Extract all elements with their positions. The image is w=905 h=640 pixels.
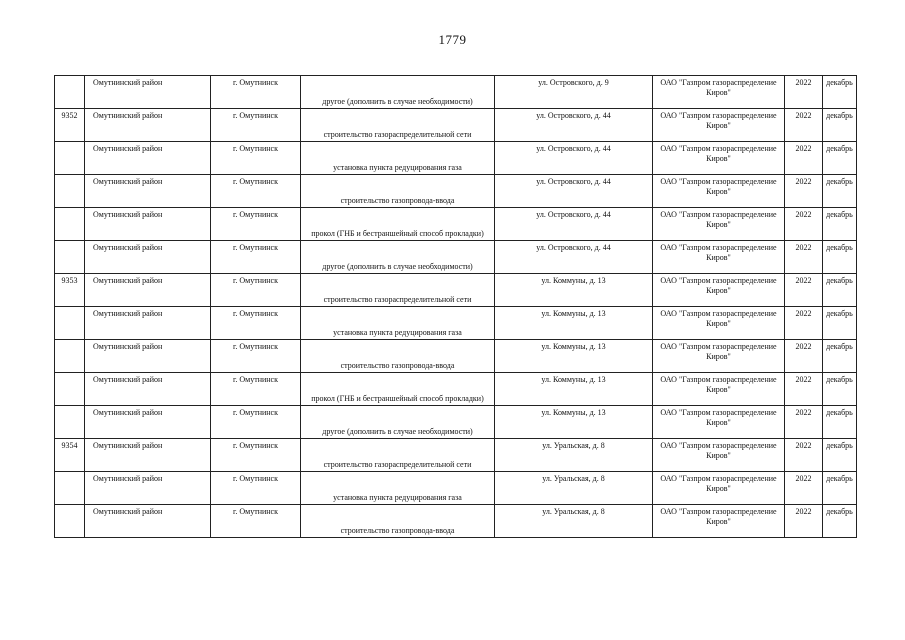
address-cell — [495, 208, 653, 241]
city-cell — [211, 76, 301, 109]
organization-cell — [653, 76, 785, 109]
address-cell — [495, 505, 653, 538]
city-cell — [211, 175, 301, 208]
district-cell — [85, 406, 211, 439]
address-cell-text: ул. Островского, д. 44 — [536, 243, 611, 252]
row-number-cell — [55, 175, 85, 208]
work-type-cell-text: строительство газораспределительной сети — [323, 130, 472, 139]
organization-cell-text: ОАО "Газпром газораспределение Киров" — [660, 144, 777, 163]
year-cell-text: 2022 — [795, 375, 812, 384]
month-cell-text: декабрь — [826, 210, 853, 219]
work-type-cell — [301, 439, 495, 472]
organization-cell — [653, 307, 785, 340]
organization-cell — [653, 406, 785, 439]
district-cell-text: Омутнинский район — [93, 441, 163, 450]
address-cell — [495, 142, 653, 175]
table-row — [55, 175, 857, 208]
district-cell — [85, 208, 211, 241]
month-cell-text: декабрь — [826, 276, 853, 285]
year-cell — [785, 307, 823, 340]
organization-cell-text: ОАО "Газпром газораспределение Киров" — [660, 342, 777, 361]
address-cell — [495, 439, 653, 472]
district-cell-text: Омутнинский район — [93, 177, 163, 186]
address-cell-text: ул. Уральская, д. 8 — [542, 507, 605, 516]
year-cell-text: 2022 — [795, 210, 812, 219]
year-cell — [785, 175, 823, 208]
district-cell-text: Омутнинский район — [93, 408, 163, 417]
row-number-cell — [55, 241, 85, 274]
address-cell-text: ул. Островского, д. 9 — [538, 78, 609, 87]
city-cell — [211, 307, 301, 340]
district-cell — [85, 505, 211, 538]
address-cell-text: ул. Островского, д. 44 — [536, 144, 611, 153]
work-type-cell-text: прокол (ГНБ и бестраншейный способ прокладки) — [311, 394, 484, 403]
month-cell — [823, 175, 857, 208]
address-cell-text: ул. Уральская, д. 8 — [542, 474, 605, 483]
organization-cell — [653, 142, 785, 175]
address-cell — [495, 373, 653, 406]
row-number-cell — [55, 472, 85, 505]
work-type-cell — [301, 373, 495, 406]
row-number-cell — [55, 76, 85, 109]
table-row — [55, 109, 857, 142]
district-cell-text: Омутнинский район — [93, 111, 163, 120]
year-cell — [785, 373, 823, 406]
table-row — [55, 208, 857, 241]
table-row — [55, 241, 857, 274]
work-type-cell-text: установка пункта редуцирования газа — [333, 163, 462, 172]
year-cell-text: 2022 — [795, 177, 812, 186]
year-cell — [785, 505, 823, 538]
row-number-cell-text: 9353 — [61, 276, 78, 285]
city-cell-text: г. Омутнинск — [233, 144, 278, 153]
city-cell-text: г. Омутнинск — [233, 243, 278, 252]
work-type-cell-text: прокол (ГНБ и бестраншейный способ прокладки) — [311, 229, 484, 238]
address-cell-text: ул. Коммуны, д. 13 — [541, 408, 606, 417]
row-number-cell — [55, 406, 85, 439]
work-type-cell-text: другое (дополнить в случае необходимости) — [322, 427, 473, 436]
month-cell — [823, 439, 857, 472]
work-type-cell — [301, 76, 495, 109]
month-cell — [823, 472, 857, 505]
district-cell-text: Омутнинский район — [93, 507, 163, 516]
city-cell — [211, 340, 301, 373]
work-type-cell — [301, 274, 495, 307]
district-cell — [85, 175, 211, 208]
month-cell — [823, 241, 857, 274]
month-cell-text: декабрь — [826, 408, 853, 417]
row-number-cell — [55, 439, 85, 472]
address-cell — [495, 109, 653, 142]
table-row — [55, 505, 857, 538]
work-type-cell — [301, 142, 495, 175]
table-row — [55, 439, 857, 472]
work-type-cell — [301, 307, 495, 340]
organization-cell-text: ОАО "Газпром газораспределение Киров" — [660, 78, 777, 97]
work-type-cell — [301, 406, 495, 439]
address-cell — [495, 76, 653, 109]
row-number-cell — [55, 142, 85, 175]
address-cell-text: ул. Островского, д. 44 — [536, 177, 611, 186]
district-cell — [85, 274, 211, 307]
month-cell — [823, 274, 857, 307]
work-type-cell — [301, 109, 495, 142]
city-cell-text: г. Омутнинск — [233, 276, 278, 285]
month-cell-text: декабрь — [826, 309, 853, 318]
organization-cell-text: ОАО "Газпром газораспределение Киров" — [660, 375, 777, 394]
row-number-cell-text: 9352 — [61, 111, 78, 120]
month-cell — [823, 406, 857, 439]
organization-cell — [653, 109, 785, 142]
address-cell — [495, 241, 653, 274]
organization-cell-text: ОАО "Газпром газораспределение Киров" — [660, 441, 777, 460]
district-cell-text: Омутнинский район — [93, 474, 163, 483]
address-cell-text: ул. Коммуны, д. 13 — [541, 309, 606, 318]
table-row — [55, 373, 857, 406]
district-cell-text: Омутнинский район — [93, 309, 163, 318]
month-cell-text: декабрь — [826, 507, 853, 516]
month-cell-text: декабрь — [826, 375, 853, 384]
work-type-cell — [301, 340, 495, 373]
table-row — [55, 274, 857, 307]
city-cell — [211, 142, 301, 175]
city-cell-text: г. Омутнинск — [233, 210, 278, 219]
month-cell-text: декабрь — [826, 474, 853, 483]
row-number-cell-text: 9354 — [61, 441, 78, 450]
address-cell — [495, 274, 653, 307]
work-type-cell-text: другое (дополнить в случае необходимости) — [322, 262, 473, 271]
year-cell — [785, 109, 823, 142]
city-cell-text: г. Омутнинск — [233, 342, 278, 351]
city-cell — [211, 208, 301, 241]
organization-cell-text: ОАО "Газпром газораспределение Киров" — [660, 408, 777, 427]
organization-cell-text: ОАО "Газпром газораспределение Киров" — [660, 111, 777, 130]
city-cell — [211, 109, 301, 142]
row-number-cell — [55, 505, 85, 538]
address-cell — [495, 307, 653, 340]
row-number-cell — [55, 274, 85, 307]
year-cell — [785, 76, 823, 109]
month-cell — [823, 109, 857, 142]
city-cell-text: г. Омутнинск — [233, 111, 278, 120]
work-type-cell-text: строительство газораспределительной сети — [323, 295, 472, 304]
work-type-cell-text: установка пункта редуцирования газа — [333, 328, 462, 337]
address-cell-text: ул. Коммуны, д. 13 — [541, 276, 606, 285]
data-table — [54, 75, 857, 538]
organization-cell-text: ОАО "Газпром газораспределение Киров" — [660, 474, 777, 493]
row-number-cell — [55, 208, 85, 241]
city-cell — [211, 241, 301, 274]
table-row — [55, 406, 857, 439]
address-cell-text: ул. Коммуны, д. 13 — [541, 375, 606, 384]
year-cell-text: 2022 — [795, 276, 812, 285]
month-cell-text: декабрь — [826, 243, 853, 252]
district-cell — [85, 472, 211, 505]
district-cell — [85, 76, 211, 109]
month-cell-text: декабрь — [826, 342, 853, 351]
month-cell-text: декабрь — [826, 144, 853, 153]
work-type-cell-text: строительство газопровода-ввода — [340, 526, 455, 535]
table-row — [55, 340, 857, 373]
year-cell — [785, 208, 823, 241]
district-cell — [85, 241, 211, 274]
organization-cell — [653, 439, 785, 472]
year-cell-text: 2022 — [795, 78, 812, 87]
year-cell-text: 2022 — [795, 441, 812, 450]
organization-cell-text: ОАО "Газпром газораспределение Киров" — [660, 210, 777, 229]
district-cell-text: Омутнинский район — [93, 210, 163, 219]
year-cell-text: 2022 — [795, 507, 812, 516]
city-cell — [211, 472, 301, 505]
work-type-cell-text: строительство газораспределительной сети — [323, 460, 472, 469]
row-number-cell — [55, 307, 85, 340]
address-cell-text: ул. Островского, д. 44 — [536, 111, 611, 120]
year-cell — [785, 274, 823, 307]
row-number-cell — [55, 373, 85, 406]
district-cell — [85, 340, 211, 373]
row-number-cell — [55, 109, 85, 142]
city-cell-text: г. Омутнинск — [233, 474, 278, 483]
month-cell — [823, 307, 857, 340]
month-cell — [823, 208, 857, 241]
year-cell-text: 2022 — [795, 474, 812, 483]
city-cell — [211, 406, 301, 439]
organization-cell-text: ОАО "Газпром газораспределение Киров" — [660, 177, 777, 196]
work-type-cell-text: другое (дополнить в случае необходимости) — [322, 97, 473, 106]
city-cell-text: г. Омутнинск — [233, 408, 278, 417]
organization-cell-text: ОАО "Газпром газораспределение Киров" — [660, 243, 777, 262]
year-cell-text: 2022 — [795, 342, 812, 351]
city-cell-text: г. Омутнинск — [233, 441, 278, 450]
district-cell — [85, 439, 211, 472]
year-cell-text: 2022 — [795, 243, 812, 252]
address-cell — [495, 406, 653, 439]
organization-cell — [653, 373, 785, 406]
work-type-cell — [301, 472, 495, 505]
district-cell-text: Омутнинский район — [93, 144, 163, 153]
organization-cell-text: ОАО "Газпром газораспределение Киров" — [660, 507, 777, 526]
city-cell — [211, 274, 301, 307]
district-cell-text: Омутнинский район — [93, 342, 163, 351]
work-type-cell-text: строительство газопровода-ввода — [340, 196, 455, 205]
work-type-cell — [301, 505, 495, 538]
year-cell — [785, 340, 823, 373]
district-cell — [85, 109, 211, 142]
work-type-cell — [301, 241, 495, 274]
year-cell — [785, 142, 823, 175]
city-cell-text: г. Омутнинск — [233, 78, 278, 87]
address-cell-text: ул. Островского, д. 44 — [536, 210, 611, 219]
month-cell-text: декабрь — [826, 177, 853, 186]
address-cell — [495, 340, 653, 373]
city-cell-text: г. Омутнинск — [233, 309, 278, 318]
district-cell-text: Омутнинский район — [93, 243, 163, 252]
work-type-cell-text: строительство газопровода-ввода — [340, 361, 455, 370]
city-cell — [211, 505, 301, 538]
district-cell — [85, 373, 211, 406]
month-cell-text: декабрь — [826, 78, 853, 87]
organization-cell — [653, 241, 785, 274]
city-cell-text: г. Омутнинск — [233, 177, 278, 186]
city-cell — [211, 373, 301, 406]
organization-cell-text: ОАО "Газпром газораспределение Киров" — [660, 276, 777, 295]
organization-cell — [653, 274, 785, 307]
year-cell-text: 2022 — [795, 111, 812, 120]
address-cell-text: ул. Коммуны, д. 13 — [541, 342, 606, 351]
year-cell-text: 2022 — [795, 144, 812, 153]
work-type-cell-text: установка пункта редуцирования газа — [333, 493, 462, 502]
month-cell — [823, 340, 857, 373]
table-row — [55, 76, 857, 109]
address-cell — [495, 472, 653, 505]
month-cell-text: декабрь — [826, 111, 853, 120]
district-cell — [85, 307, 211, 340]
district-cell — [85, 142, 211, 175]
table-row — [55, 142, 857, 175]
organization-cell — [653, 340, 785, 373]
year-cell-text: 2022 — [795, 309, 812, 318]
address-cell — [495, 175, 653, 208]
month-cell-text: декабрь — [826, 441, 853, 450]
address-cell-text: ул. Уральская, д. 8 — [542, 441, 605, 450]
district-cell-text: Омутнинский район — [93, 276, 163, 285]
organization-cell — [653, 472, 785, 505]
district-cell-text: Омутнинский район — [93, 375, 163, 384]
table-row — [55, 472, 857, 505]
year-cell — [785, 406, 823, 439]
district-cell-text: Омутнинский район — [93, 78, 163, 87]
year-cell-text: 2022 — [795, 408, 812, 417]
organization-cell — [653, 208, 785, 241]
year-cell — [785, 472, 823, 505]
city-cell — [211, 439, 301, 472]
organization-cell — [653, 175, 785, 208]
page-number: 1779 — [438, 32, 467, 47]
city-cell-text: г. Омутнинск — [233, 507, 278, 516]
organization-cell-text: ОАО "Газпром газораспределение Киров" — [660, 309, 777, 328]
month-cell — [823, 505, 857, 538]
year-cell — [785, 439, 823, 472]
table-row — [55, 307, 857, 340]
month-cell — [823, 76, 857, 109]
row-number-cell — [55, 340, 85, 373]
month-cell — [823, 142, 857, 175]
month-cell — [823, 373, 857, 406]
organization-cell — [653, 505, 785, 538]
year-cell — [785, 241, 823, 274]
table-body — [55, 76, 857, 538]
work-type-cell — [301, 175, 495, 208]
city-cell-text: г. Омутнинск — [233, 375, 278, 384]
work-type-cell — [301, 208, 495, 241]
